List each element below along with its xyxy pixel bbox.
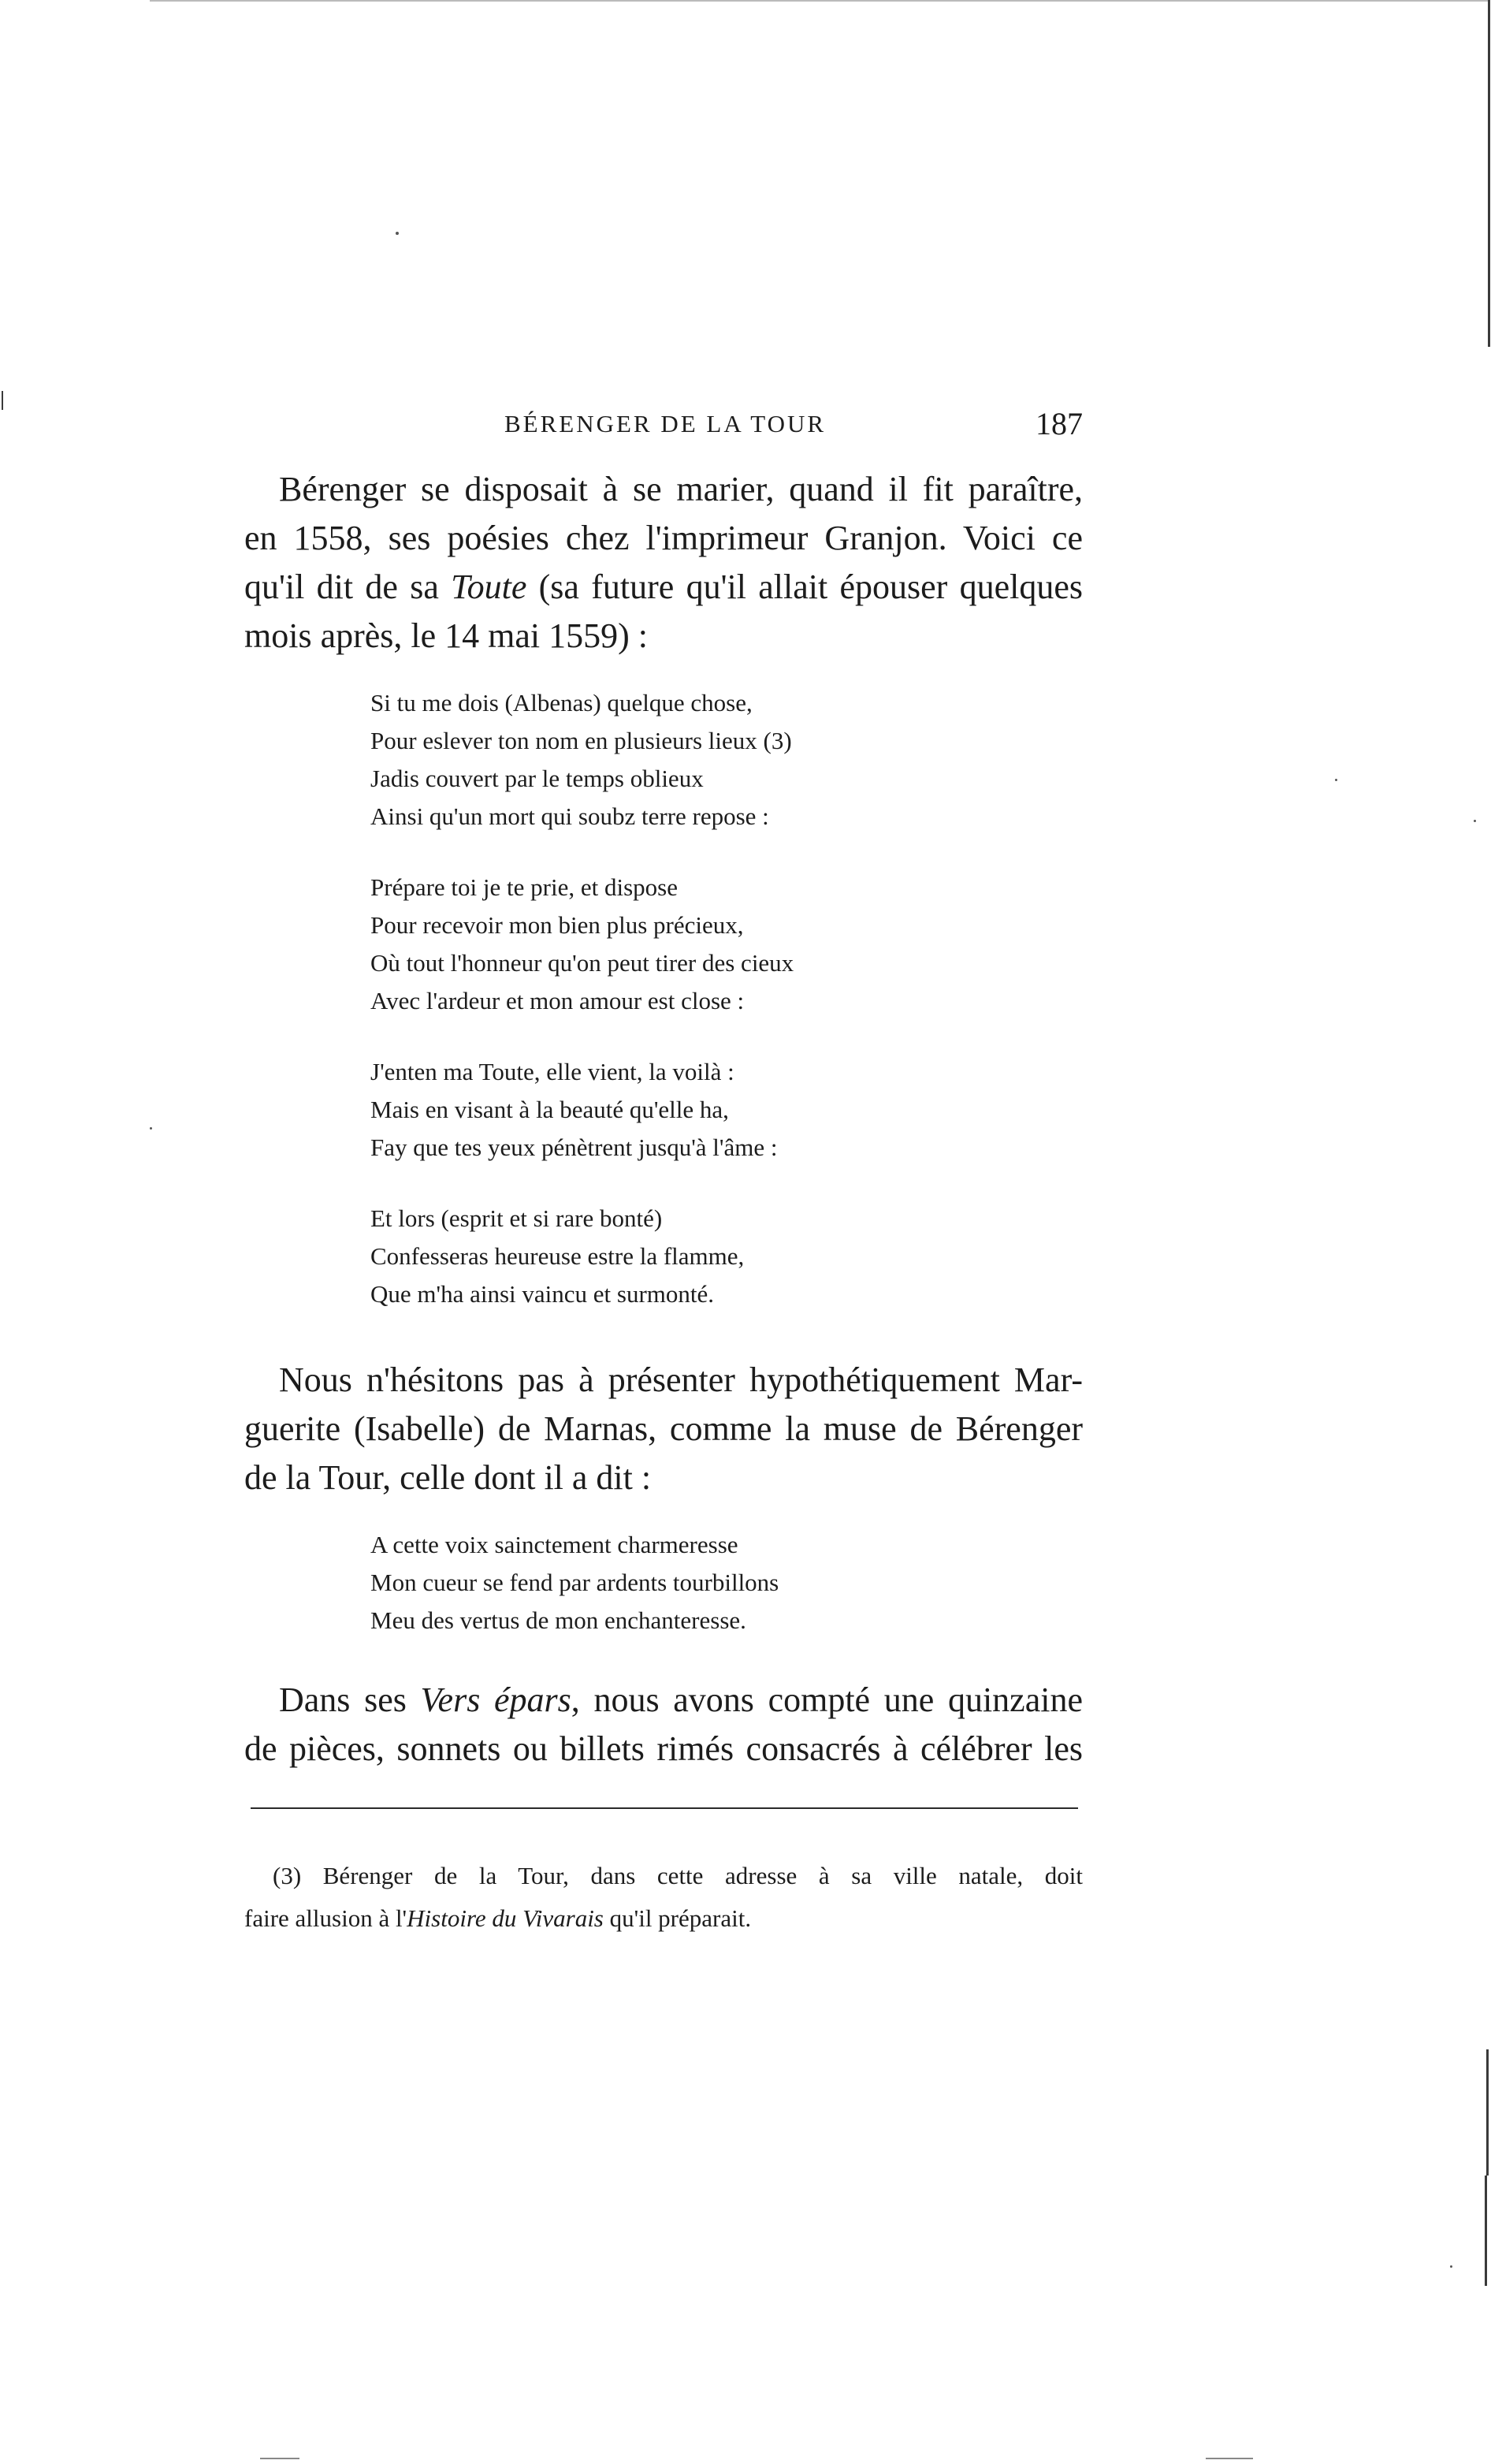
verse-line: J'enten ma Toute, elle vient, la voilà : [370,1058,734,1085]
footnote-line: (3) Bérenger de la Tour, dans cette adresse à sa ville natale, doit [273,1862,1083,1889]
text-line: de pièces, sonnets ou billets rimés consacrés à célébrer les [244,1729,1083,1768]
verse-line: Confesseras heureuse estre la flamme, [370,1242,745,1270]
scan-speck [1335,779,1337,781]
text-run: (sa future qu'il allait épouser quelques [526,568,1083,606]
text-line [244,1676,1083,1725]
scan-edge-top [150,0,1489,2]
footnote [244,1855,1083,1940]
verse-line: Mon cueur se fend par ardents tourbillons [370,1569,779,1596]
paragraph-2 [244,1356,1083,1502]
scan-speck [150,1127,152,1130]
text-line: en 1558, ses poésies chez l'imprimeur Granjon. Voici ce [244,519,1083,557]
verse-line: Si tu me dois (Albenas) quelque chose, [370,689,753,716]
scan-speck [396,232,399,235]
verse-line: Pour eslever ton nom en plusieurs lieux (3) [370,727,792,754]
scan-edge-bottom-left [260,2458,299,2459]
text-line: Nous n'hésitons pas à présenter hypothétiquement Mar- [279,1360,1083,1399]
running-title: BÉRENGER DE LA TOUR [504,410,827,437]
text-run: faire allusion à l' [244,1904,407,1932]
scan-speck [1474,820,1476,822]
scan-edge-right-bottom [1485,2176,1487,2286]
scan-edge-right-lower [1486,2049,1489,2176]
sonnet [370,684,794,1313]
verse-line: Et lors (esprit et si rare bonté) [370,1204,663,1232]
verse-line: Meu des vertus de mon enchanteresse. [370,1606,746,1634]
verse-line: Que m'ha ainsi vaincu et surmonté. [370,1280,715,1308]
scan-edge-left [2,391,3,410]
italic-title: Vers épars [420,1681,571,1719]
paragraph-1 [244,465,1083,661]
verse-line: Jadis couvert par le temps oblieux [370,765,704,792]
text-run: Dans ses [279,1681,421,1719]
stanza-4 [370,1200,794,1313]
verse-quote [370,1526,779,1640]
stanza-2 [370,869,794,1020]
stanza-3 [370,1053,794,1167]
text-line [244,563,1083,612]
verse-line: Ainsi qu'un mort qui soubz terre repose : [370,802,769,830]
footnote-line [244,1897,1083,1940]
text-run: , nous avons compté une quinzaine [571,1681,1083,1719]
footnote-rule [251,1807,1078,1809]
scan-edge-bottom-right [1206,2458,1253,2459]
scan-edge-right [1488,0,1490,347]
italic-title: Histoire du Vivarais [407,1904,604,1932]
running-head [244,405,1083,445]
verse-line: A cette voix sainctement charmeresse [370,1531,738,1558]
scan-speck [1450,2265,1452,2268]
paragraph-3 [244,1676,1083,1774]
verse-line: Fay que tes yeux pénètrent jusqu'à l'âme : [370,1133,778,1161]
text-run: qu'il dit de sa [244,568,452,606]
text-line: mois après, le 14 mai 1559) : [244,616,649,655]
verse-line: Mais en visant à la beauté qu'elle ha, [370,1096,729,1123]
verse-line: Pour recevoir mon bien plus précieux, [370,911,744,939]
verse-line: Prépare toi je te prie, et dispose [370,873,678,901]
stanza-1 [370,684,794,836]
text-line: Bérenger se disposait à se marier, quand il fit paraître, [279,470,1083,508]
verse-line: Avec l'ardeur et mon amour est close : [370,987,745,1014]
italic-title: Toute [451,568,527,606]
text-line: de la Tour, celle dont il a dit : [244,1458,652,1497]
page-number: 187 [1036,406,1083,441]
text-run: qu'il préparait. [603,1904,752,1932]
verse-line: Où tout l'honneur qu'on peut tirer des cieux [370,949,794,977]
text-line: guerite (Isabelle) de Marnas, comme la muse de Bérenger [244,1409,1083,1448]
